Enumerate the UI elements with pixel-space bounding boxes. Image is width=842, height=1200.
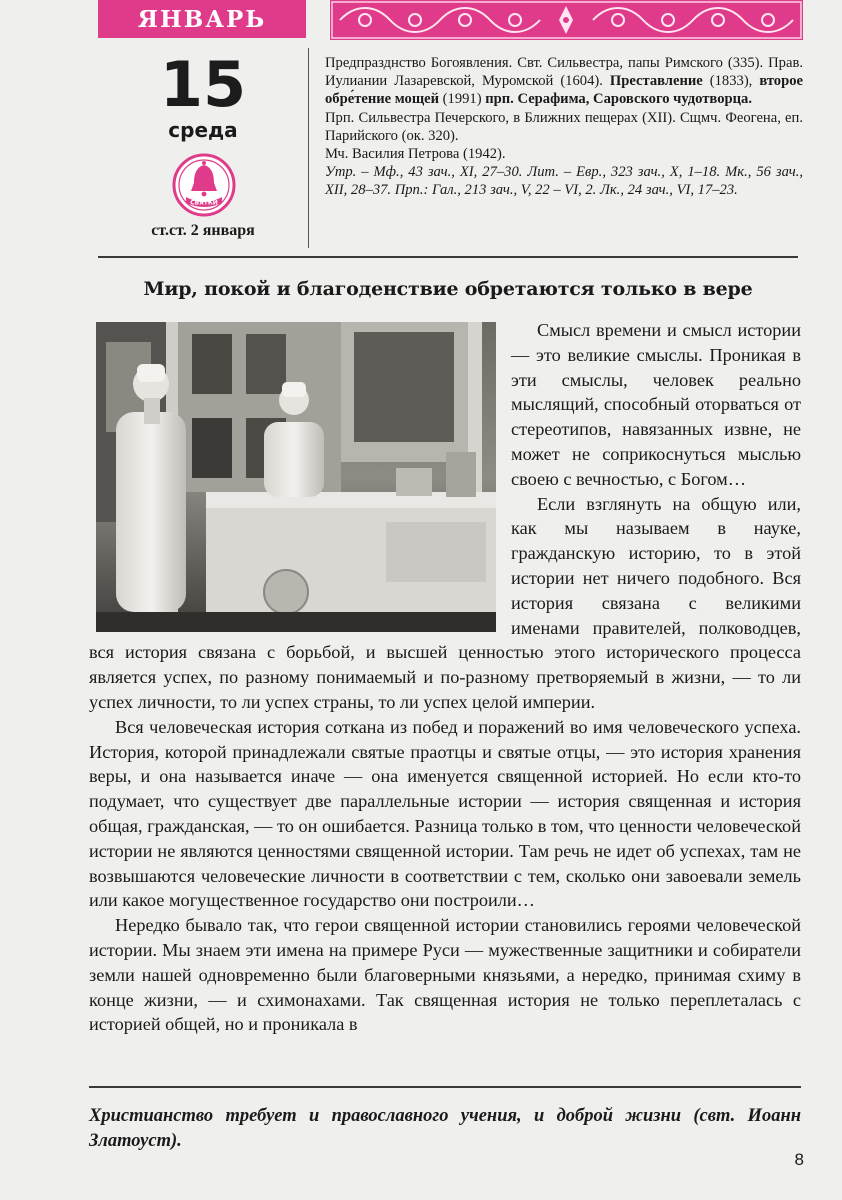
ornament-band — [330, 0, 803, 40]
month-label: ЯНВАРЬ — [137, 5, 267, 33]
month-banner — [98, 0, 306, 38]
footer-rule — [89, 1086, 801, 1088]
paragraph-1: Смысл времени и смысл истории — это великие смыслы. Проникая в эти смыслы, человек реально мыслящий, способный оторваться от стереотипов, навязанных извне, не может не соприкоснуться мыслью своею с вечностью, с Богом… — [511, 320, 801, 489]
header-rule — [98, 256, 798, 258]
article-title: Мир, покой и благоденствие обретаются только в вере — [143, 278, 753, 300]
scripture-readings: Утр. – Мф., 43 зач., XI, 27–30. Лит. – Евр., 323 зач., X, 1–18. Мк., 56 зач., XII, 28–37. Прп.: Гал., 213 зач., V, 22 – VI, 2. Лк., 24 зач., VI, 17–23. — [325, 164, 803, 199]
paragraph-3: Вся человеческая история соткана из побед и поражений во имя человеческого успеха. История, которой принадлежали святые праотцы и святые отцы, — это история хранения веры, и она называется иначе — она именуется священной историей. Но если кто-то подумает, что существует две параллельные истории — история священная и история общая, гражданская, — то он ошибается. Разница только в том, что ценности человеческой истории не являются ценностями священной истории. Там речь не идет об успехах, там не возвышаются человеческие личности в соответствии с тем, сколько они завоевали земель или какое могущественное государство они построили… — [89, 716, 801, 911]
day-number: 15 — [159, 48, 247, 121]
weekday-label: среда — [168, 118, 238, 142]
paragraph-2: Если взглянуть на общую или, как мы называем в науке, гражданскую историю, то в этой истории нет ничего подобного. Вся история связана с великими именами правителей, полководцев, вся история связана с борьбой, и высшей ценностью этого исторического процесса является успех, по разному понимаемый и по-разному претворяемый в жизни, — то ли успех личности, то ли успех страны, то ли успех целой империи. — [89, 493, 801, 712]
saints-paragraph-3: Мч. Василия Петрова (1942). — [325, 146, 506, 163]
photo-wrap-space — [89, 318, 511, 638]
seal-label: СВЯТКИ — [190, 199, 218, 207]
saints-commemoration — [325, 54, 803, 200]
header-divider — [308, 48, 309, 248]
saints-paragraph-1: Предпразднство Богоявления. Свт. Сильвестра, папы Римского (335). Прав. Иулиании Лазаревской, Муромской (1604). Преставление (1833), второе обре́тение мощей (1991) прп. Серафима, Саровского чудотворца. — [325, 55, 803, 108]
bell-seal-icon — [172, 153, 236, 217]
old-style-date: ст.ст. 2 января — [151, 222, 255, 239]
paragraph-4: Нередко бывало так, что герои священной истории становились героями человеческой истории. Мы знаем эти имена на примере Руси — мужественные защитники и собиратели земли нашей одновременно были благоверными князьями, а нередко, принимая схиму в конце жизни, — и схимонахами. Так священная история не только переплеталась с историей общей, но и проникала в — [89, 915, 801, 1035]
article-body — [89, 318, 801, 1037]
page-number: 8 — [794, 1150, 804, 1169]
daily-quote: Христианство требует и православного учения, и доброй жизни (свт. Иоанн Златоуст). — [89, 1106, 801, 1151]
saints-paragraph-2: Прп. Сильвестра Печерского, в Ближних пещерах (XII). Сщмч. Феогена, еп. Парийского (ок. 320). — [325, 109, 803, 144]
